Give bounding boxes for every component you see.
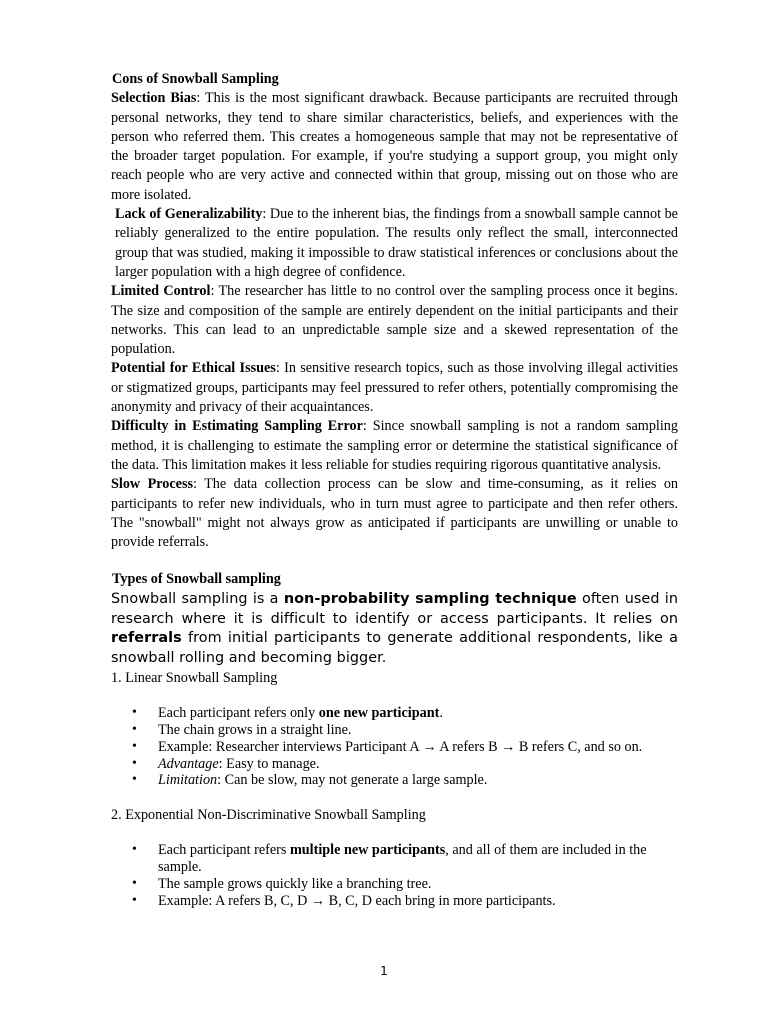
intro-bold: referrals: [111, 630, 182, 647]
item-text: , and all of them are included in the sample.: [158, 842, 647, 876]
list-item: [111, 772, 678, 789]
cons-item-limited-control: [111, 282, 678, 359]
cons-item-slow-process: [111, 475, 678, 552]
cons-item-ethical-issues: [111, 359, 678, 417]
spacer: [111, 825, 678, 842]
page-number: 1: [380, 964, 388, 978]
term: Selection Bias: [111, 90, 197, 107]
description: : The researcher has little to no control over the sampling process once it begins. The size and composition of the sample are entirely dependent on the initial participants and their networks. This can lead to an unpredictable sample size and a skewed representation of the population.: [111, 283, 678, 358]
term: Limited Control: [111, 283, 211, 300]
item-text: : Can be slow, may not generate a large sample.: [217, 772, 488, 789]
document-page: [111, 70, 678, 910]
intro-bold: non-probability sampling technique: [283, 590, 577, 607]
item-text: Each participant refers only: [158, 705, 319, 722]
description: : The data collection process can be slow and time-consuming, as it relies on participants to refer new individuals, who in turn must agree to participate and then refer others. The "snowball" might not always grow as anticipated if participants are unwilling or unable to provide referrals.: [111, 476, 679, 551]
item-italic: Limitation: [158, 772, 218, 789]
list-item: • Example: Researcher interviews Participant A → A refers B → B refers C, and so on.: [111, 739, 678, 756]
item-bold: multiple new participants: [289, 842, 446, 859]
list-item: [111, 705, 678, 722]
exponential-title: 2. Exponential Non-Discriminative Snowball Sampling: [111, 807, 426, 824]
description: : In sensitive research topics, such as those involving illegal activities or stigmatized groups, participants may feel pressured to refer others, potentially compromising the anonymity and privacy of their acquaintances.: [111, 360, 678, 416]
types-heading: Types of Snowball sampling: [112, 571, 281, 588]
types-intro: [111, 590, 678, 669]
list-item: [111, 756, 678, 773]
spacer: [111, 789, 678, 806]
linear-title: 1. Linear Snowball Sampling: [111, 669, 278, 686]
spacer: [111, 688, 678, 705]
list-item: [111, 842, 678, 876]
cons-item-sampling-error: [111, 417, 678, 475]
item-text: .: [439, 705, 443, 722]
exponential-list: [111, 842, 678, 909]
cons-heading: Cons of Snowball Sampling: [112, 71, 279, 87]
spacer: [111, 552, 678, 570]
term: Lack of Generalizability: [115, 206, 263, 223]
linear-list: [111, 705, 678, 789]
term: Potential for Ethical Issues: [111, 360, 276, 377]
term: Slow Process: [111, 476, 194, 493]
intro-text: Snowball sampling is a: [111, 590, 284, 607]
cons-item-generalizability: [111, 205, 678, 282]
item-text: : Easy to manage.: [218, 755, 320, 772]
description: : This is the most significant drawback. Because participants are recruited through personal networks, they tend to share similar characteristics, beliefs, and experiences with the person who referred them. This creates a homogeneous sample that may not be representative of the broader target population. For example, if you're studying a support group, you might only reach people who are very active and connected within that group, missing out on those who are more isolated.: [111, 90, 678, 203]
item-italic: Advantage: [158, 755, 219, 772]
intro-text: often used in research where it is difficult to identify or access participants. It relies on: [111, 590, 678, 627]
item-bold: one new participant: [318, 705, 440, 722]
list-item: • The chain grows in a straight line.: [111, 722, 678, 739]
list-item: • The sample grows quickly like a branching tree.: [111, 876, 678, 893]
intro-text: from initial participants to generate additional respondents, like a snowball rolling and becoming bigger.: [111, 630, 678, 667]
cons-item-selection-bias: [111, 89, 678, 205]
term: Difficulty in Estimating Sampling Error: [111, 418, 363, 435]
description: : Since snowball sampling is not a random sampling method, it is challenging to estimate the sampling error or determine the statistical significance of the data. This limitation makes it less reliable for studies requiring rigorous quantitative analysis.: [111, 418, 678, 473]
description: : Due to the inherent bias, the findings from a snowball sample cannot be reliably generalized to the entire population. The results only reflect the small, interconnected group that was studied, making it impossible to draw statistical inferences or conclusions about the larger population with a high degree of confidence.: [115, 206, 678, 280]
list-item: • Example: A refers B, C, D → B, C, D each bring in more participants.: [111, 893, 678, 910]
item-text: Each participant refers: [158, 842, 290, 859]
